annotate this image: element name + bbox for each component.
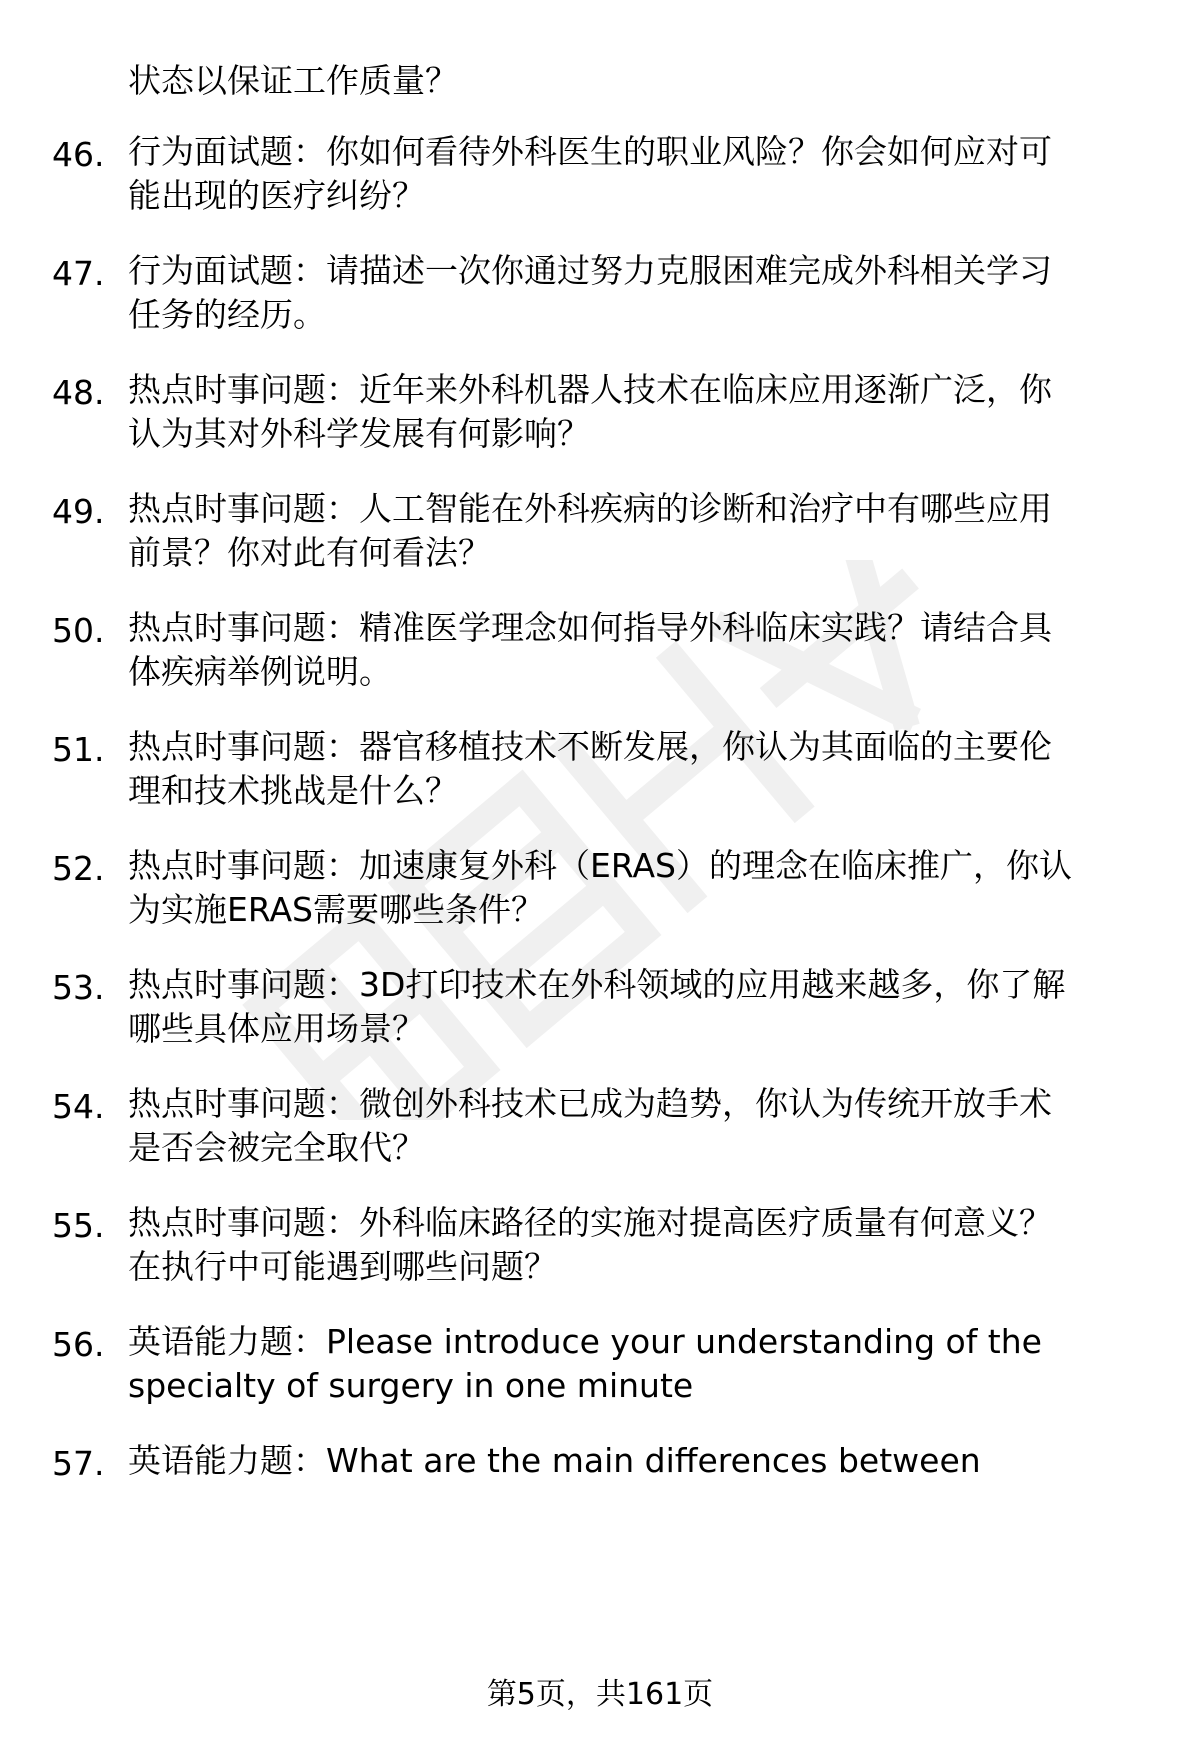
question-item xyxy=(0,1320,1200,1418)
question-text-line: 能出现的医疗纠纷？ xyxy=(128,176,425,215)
question-number: 54. xyxy=(52,1087,105,1126)
question-text xyxy=(128,963,1148,1051)
question-text-line: specialty of surgery in one minute xyxy=(128,1366,694,1405)
question-text-line: 热点时事问题：3D打印技术在外科领域的应用越来越多，你了解 xyxy=(128,965,1066,1004)
question-number: 49. xyxy=(52,492,105,531)
question-text xyxy=(128,1320,1148,1408)
question-item xyxy=(0,368,1200,466)
question-text-line: 热点时事问题：外科临床路径的实施对提高医疗质量有何意义？ xyxy=(128,1203,1052,1242)
question-text-line: 前景？你对此有何看法？ xyxy=(128,533,491,572)
question-text-line: 理和技术挑战是什么？ xyxy=(128,771,458,810)
question-text xyxy=(128,368,1148,456)
question-item xyxy=(0,1082,1200,1180)
question-text-line: 为实施ERAS需要哪些条件？ xyxy=(128,890,544,929)
question-number: 55. xyxy=(52,1206,105,1245)
question-text-line: 体疾病举例说明。 xyxy=(128,652,392,691)
question-text xyxy=(128,1439,1148,1483)
question-text xyxy=(128,844,1148,932)
question-number: 50. xyxy=(52,611,105,650)
question-number: 52. xyxy=(52,849,105,888)
question-text xyxy=(128,1082,1148,1170)
question-text xyxy=(128,1201,1148,1289)
question-item xyxy=(0,249,1200,347)
question-number: 57. xyxy=(52,1444,105,1483)
question-number: 53. xyxy=(52,968,105,1007)
page-footer: 第5页，共161页 xyxy=(486,1677,714,1712)
question-text-line: 热点时事问题：人工智能在外科疾病的诊断和治疗中有哪些应用 xyxy=(128,489,1052,528)
question-item xyxy=(0,1439,1200,1493)
question-text xyxy=(128,130,1148,218)
question-number: 51. xyxy=(52,730,105,769)
question-item xyxy=(0,725,1200,823)
question-item xyxy=(0,130,1200,228)
question-text-line: 哪些具体应用场景？ xyxy=(128,1009,425,1048)
question-item xyxy=(0,606,1200,704)
question-text-line: 认为其对外科学发展有何影响？ xyxy=(128,414,590,453)
question-item xyxy=(0,963,1200,1061)
question-text-line: 英语能力题：What are the main differences between xyxy=(128,1441,981,1480)
question-text-line: 行为面试题：请描述一次你通过努力克服困难完成外科相关学习 xyxy=(128,251,1052,290)
question-text-line: 行为面试题：你如何看待外科医生的职业风险？你会如何应对可 xyxy=(128,132,1052,171)
question-number: 56. xyxy=(52,1325,105,1364)
question-number: 48. xyxy=(52,373,105,412)
question-text-line: 热点时事问题：器官移植技术不断发展，你认为其面临的主要伦 xyxy=(128,727,1052,766)
question-text-line: 是否会被完全取代？ xyxy=(128,1128,425,1167)
question-text xyxy=(128,249,1148,337)
question-text-line: 英语能力题：Please introduce your understanding of the xyxy=(128,1322,1042,1361)
question-text-line: 在执行中可能遇到哪些问题？ xyxy=(128,1247,557,1286)
question-item xyxy=(0,844,1200,942)
question-item xyxy=(0,1201,1200,1299)
question-number: 47. xyxy=(52,254,105,293)
continued-question-text: 状态以保证工作质量？ xyxy=(128,61,458,100)
question-text-line: 热点时事问题：近年来外科机器人技术在临床应用逐渐广泛，你 xyxy=(128,370,1052,409)
question-text xyxy=(128,606,1148,694)
question-text-line: 热点时事问题：微创外科技术已成为趋势，你认为传统开放手术 xyxy=(128,1084,1052,1123)
question-text-line: 热点时事问题：精准医学理念如何指导外科临床实践？请结合具 xyxy=(128,608,1052,647)
question-text-line: 热点时事问题：加速康复外科（ERAS）的理念在临床推广，你认 xyxy=(128,846,1072,885)
question-text-line: 任务的经历。 xyxy=(128,295,326,334)
question-number: 46. xyxy=(52,135,105,174)
question-text xyxy=(128,725,1148,813)
question-item xyxy=(0,487,1200,585)
question-text xyxy=(128,487,1148,575)
